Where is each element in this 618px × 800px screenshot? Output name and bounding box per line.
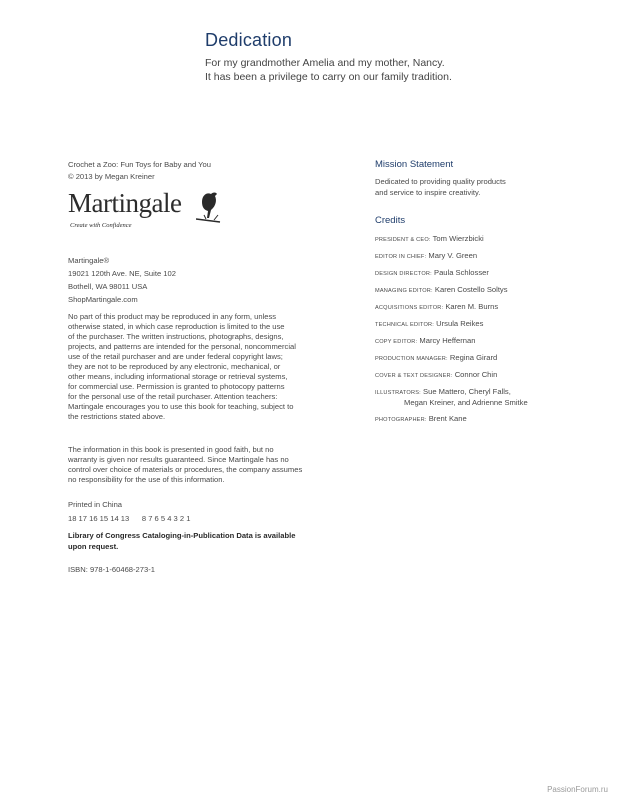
credit-name: Ursula Reikes (436, 319, 484, 328)
credit-row-continued (375, 398, 600, 408)
legal-line: projects, and patterns are intended for the personal, noncommercial (68, 342, 296, 351)
credit-name: Paula Schlosser (434, 268, 489, 277)
legal-line: warranty is given nor results guaranteed. Since Martingale has no (68, 455, 289, 464)
legal-line: Martingale encourages you to use this book for teaching, subject to (68, 402, 294, 411)
publisher-logo (68, 188, 228, 240)
isbn: ISBN: 978-1-60468-273-1 (68, 565, 155, 574)
legal-line: the restrictions stated above. (68, 412, 166, 421)
credit-row (375, 302, 600, 313)
credit-name: Karen Costello Soltys (434, 285, 508, 294)
credits-list (375, 234, 600, 425)
credit-role: EDITOR IN CHIEF: (375, 254, 427, 260)
publisher-address-2: Bothell, WA 98011 USA (68, 282, 148, 291)
logo-wordmark: Martingale (68, 188, 182, 218)
site-watermark: PassionForum.ru (547, 785, 608, 794)
publisher-website[interactable]: ShopMartingale.com (68, 295, 138, 304)
credit-role: PRESIDENT & CEO: (375, 237, 431, 243)
credit-role: PHOTOGRAPHER: (375, 417, 427, 423)
mission-line-1: Dedicated to providing quality products (375, 177, 506, 186)
publisher-name: Martingale® (68, 256, 110, 265)
legal-paragraph-1 (68, 312, 343, 422)
loc-line-1: Library of Congress Cataloging-in-Publication Data is available (68, 531, 296, 540)
credit-role: COPY EDITOR: (375, 339, 418, 345)
credit-name: Marcy Heffernan (419, 336, 476, 345)
printed-in: Printed in China (68, 500, 123, 509)
credit-role: DESIGN DIRECTOR: (375, 271, 432, 277)
credit-row (375, 414, 600, 425)
logo-tagline: Create with Confidence (70, 222, 132, 229)
mission-heading: Mission Statement (375, 159, 454, 170)
legal-line: otherwise stated, in which case reproduction is limited to the use (68, 322, 285, 331)
credit-role: PRODUCTION MANAGER: (375, 356, 448, 362)
credit-role: TECHNICAL EDITOR: (375, 322, 435, 328)
legal-line: No part of this product may be reproduced in any form, unless (68, 312, 277, 321)
credit-name: Connor Chin (454, 370, 498, 379)
credit-name: Megan Kreiner, and Adrienne Smitke (404, 398, 528, 407)
copyright-line: © 2013 by Megan Kreiner (68, 172, 155, 181)
credit-row (375, 370, 600, 381)
credit-row (375, 285, 600, 296)
dedication-title: Dedication (205, 30, 293, 50)
credit-role: ACQUISITIONS EDITOR: (375, 305, 444, 311)
bird-on-branch-icon (196, 188, 222, 226)
credit-row (375, 251, 600, 262)
print-run-numbers: 18 17 16 15 14 13 8 7 6 5 4 3 2 1 (68, 514, 191, 523)
credit-name: Tom Wierzbicki (432, 234, 484, 243)
credit-role: COVER & TEXT DESIGNER: (375, 373, 453, 379)
credit-role: MANAGING EDITOR: (375, 288, 433, 294)
credit-name: Mary V. Green (428, 251, 478, 260)
legal-line: other means, including informational storage or retrieval systems, (68, 372, 288, 381)
credit-role: ILLUSTRATORS: (375, 390, 421, 396)
credit-row (375, 336, 600, 347)
credit-name: Sue Mattero, Cheryl Falls, (423, 387, 511, 396)
dedication-line-2: It has been a privilege to carry on our family tradition. (205, 71, 452, 83)
legal-line: no responsibility for the use of this information. (68, 475, 225, 484)
legal-paragraph-2 (68, 445, 343, 485)
credit-name: Brent Kane (428, 414, 467, 423)
credits-heading: Credits (375, 215, 406, 226)
book-title: Crochet a Zoo: Fun Toys for Baby and You (68, 160, 211, 169)
dedication-line-1: For my grandmother Amelia and my mother, Nancy. (205, 57, 445, 69)
legal-line: for the personal use of the retail purchaser. Attention teachers: (68, 392, 278, 401)
legal-line: The information in this book is presented in good faith, but no (68, 445, 274, 454)
credit-row (375, 353, 600, 364)
legal-line: they are not to be reproduced by any electronic, mechanical, or (68, 362, 281, 371)
credit-row (375, 319, 600, 330)
loc-line-2: upon request. (68, 542, 119, 551)
mission-line-2: and service to inspire creativity. (375, 188, 481, 197)
legal-line: for commercial use. Permission is granted to photocopy patterns (68, 382, 285, 391)
legal-line: control over choice of materials or procedures, the company assumes (68, 465, 303, 474)
legal-line: of the purchaser. The written instructions, photographs, designs, (68, 332, 284, 341)
credit-row (375, 234, 600, 245)
credit-name: Karen M. Burns (445, 302, 499, 311)
publisher-address-1: 19021 120th Ave. NE, Suite 102 (68, 269, 176, 278)
credit-name: Regina Girard (449, 353, 498, 362)
credit-row (375, 387, 600, 398)
legal-line: use of the retail purchaser and are under federal copyright laws; (68, 352, 283, 361)
credit-row (375, 268, 600, 279)
